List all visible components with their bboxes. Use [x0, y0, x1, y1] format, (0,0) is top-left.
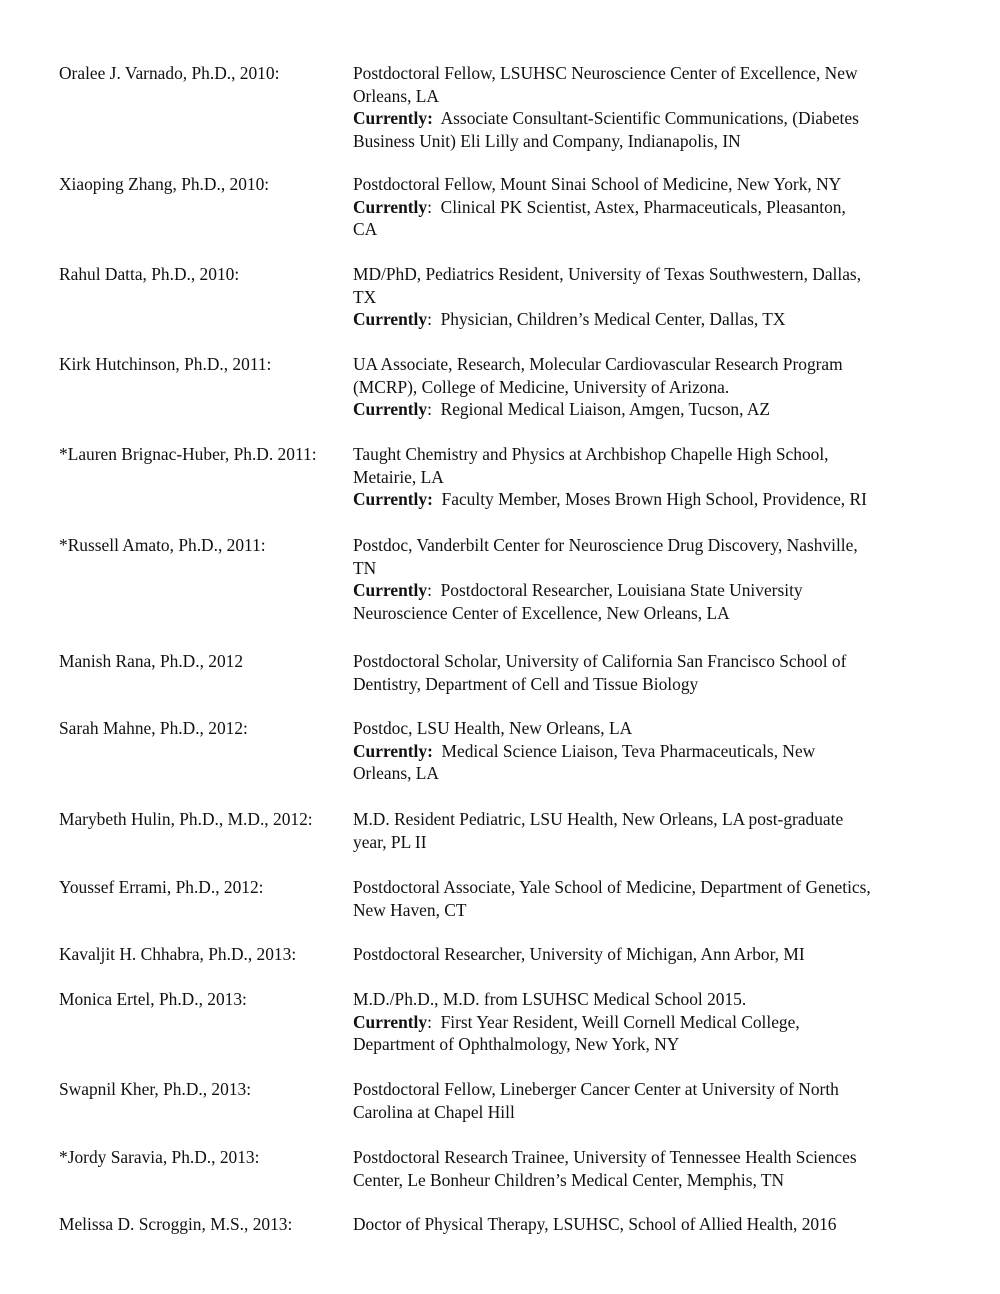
- alumni-position-details: [353, 263, 953, 331]
- alumni-position-details: [353, 534, 953, 624]
- current-position-text: : Regional Medical Liaison, Amgen, Tucson, AZ: [427, 399, 771, 420]
- current-position-line: [353, 218, 953, 241]
- alumni-name: Monica Ertel, Ph.D., 2013:: [59, 989, 247, 1009]
- position-line: Postdoctoral Fellow, LSUHSC Neuroscience Center of Excellence, New: [353, 63, 858, 83]
- alumni-name: Oralee J. Varnado, Ph.D., 2010:: [59, 63, 280, 83]
- current-position-text: : Clinical PK Scientist, Astex, Pharmaceuticals, Pleasanton,: [427, 196, 846, 217]
- position-line: Metairie, LA: [353, 466, 444, 487]
- position-line: (MCRP), College of Medicine, University of Arizona.: [353, 376, 730, 397]
- position-line: Doctor of Physical Therapy, LSUHSC, School of Allied Health, 2016: [353, 1214, 837, 1234]
- alumni-name: Kavaljit H. Chhabra, Ph.D., 2013:: [59, 944, 297, 964]
- alumni-name: Sarah Mahne, Ph.D., 2012:: [59, 718, 248, 738]
- position-line: M.D./Ph.D., M.D. from LSUHSC Medical School 2015.: [353, 989, 747, 1009]
- alumni-name: Melissa D. Scroggin, M.S., 2013:: [59, 1214, 293, 1234]
- alumni-position-details: [353, 443, 953, 511]
- current-position-line: [353, 762, 953, 785]
- current-position-text: Associate Consultant-Scientific Communications, (Diabetes: [432, 108, 859, 129]
- current-position-text: Orleans, LA: [353, 763, 439, 784]
- position-line: Postdoctoral Associate, Yale School of Medicine, Department of Genetics,: [353, 877, 871, 897]
- current-position-line: [353, 1011, 953, 1034]
- alumni-position-details: [353, 1146, 953, 1191]
- current-position-text: Department of Ophthalmology, New York, NY: [353, 1034, 680, 1055]
- alumni-position-details: [353, 173, 953, 241]
- position-line: TX: [353, 286, 377, 307]
- position-line: New Haven, CT: [353, 899, 467, 920]
- alumni-name: *Jordy Saravia, Ph.D., 2013:: [59, 1147, 260, 1167]
- position-line: M.D. Resident Pediatric, LSU Health, New Orleans, LA post-graduate: [353, 809, 844, 829]
- current-position-text: : First Year Resident, Weill Cornell Medical College,: [427, 1011, 800, 1032]
- position-line: TN: [353, 557, 377, 578]
- current-position-text: Faculty Member, Moses Brown High School, Providence, RI: [432, 489, 867, 510]
- currently-label: Currently: [353, 399, 428, 420]
- currently-label: Currently:: [353, 108, 433, 129]
- alumni-position-details: [353, 62, 953, 152]
- currently-label: Currently: [353, 309, 428, 330]
- current-position-text: CA: [353, 219, 378, 240]
- position-line: Dentistry, Department of Cell and Tissue Biology: [353, 673, 699, 694]
- alumni-position-details: [353, 353, 953, 421]
- alumni-name: Kirk Hutchinson, Ph.D., 2011:: [59, 354, 272, 374]
- position-line: Center, Le Bonheur Children’s Medical Center, Memphis, TN: [353, 1169, 785, 1190]
- alumni-position-details: [353, 1213, 953, 1236]
- currently-label: Currently:: [353, 740, 433, 761]
- current-position-line: [353, 579, 953, 602]
- current-position-line: [353, 740, 953, 763]
- current-position-line: [353, 107, 953, 130]
- alumni-position-details: [353, 988, 953, 1056]
- position-line: Carolina at Chapel Hill: [353, 1101, 515, 1122]
- alumni-name: Marybeth Hulin, Ph.D., M.D., 2012:: [59, 809, 313, 829]
- alumni-name: *Russell Amato, Ph.D., 2011:: [59, 535, 266, 555]
- current-position-line: [353, 398, 953, 421]
- alumni-position-details: [353, 650, 953, 695]
- alumni-name: Rahul Datta, Ph.D., 2010:: [59, 264, 240, 284]
- currently-label: Currently: [353, 196, 428, 217]
- position-line: Orleans, LA: [353, 85, 439, 106]
- position-line: Postdoc, LSU Health, New Orleans, LA: [353, 718, 633, 738]
- position-line: Postdoctoral Scholar, University of California San Francisco School of: [353, 651, 847, 671]
- alumni-name: Manish Rana, Ph.D., 2012: [59, 651, 244, 671]
- current-position-text: Neuroscience Center of Excellence, New Orleans, LA: [353, 602, 730, 623]
- current-position-line: [353, 196, 953, 219]
- currently-label: Currently: [353, 1011, 428, 1032]
- alumni-position-details: [353, 876, 953, 921]
- position-line: Postdoctoral Research Trainee, University of Tennessee Health Sciences: [353, 1147, 857, 1167]
- alumni-name: *Lauren Brignac-Huber, Ph.D. 2011:: [59, 444, 317, 464]
- position-line: Postdoctoral Fellow, Mount Sinai School of Medicine, New York, NY: [353, 174, 842, 194]
- alumni-name: Youssef Errami, Ph.D., 2012:: [59, 877, 264, 897]
- current-position-line: [353, 308, 953, 331]
- current-position-line: [353, 130, 953, 153]
- position-line: Postdoctoral Researcher, University of Michigan, Ann Arbor, MI: [353, 944, 805, 964]
- position-line: UA Associate, Research, Molecular Cardiovascular Research Program: [353, 354, 843, 374]
- current-position-text: Business Unit) Eli Lilly and Company, Indianapolis, IN: [353, 130, 741, 151]
- alumni-position-details: [353, 943, 953, 966]
- position-line: Postdoctoral Fellow, Lineberger Cancer Center at University of North: [353, 1079, 839, 1099]
- alumni-position-details: [353, 1078, 953, 1123]
- alumni-position-details: [353, 808, 953, 853]
- position-line: Taught Chemistry and Physics at Archbishop Chapelle High School,: [353, 444, 829, 464]
- position-line: Postdoc, Vanderbilt Center for Neuroscience Drug Discovery, Nashville,: [353, 535, 858, 555]
- current-position-line: [353, 1033, 953, 1056]
- current-position-text: : Physician, Children’s Medical Center, Dallas, TX: [427, 309, 786, 330]
- position-line: MD/PhD, Pediatrics Resident, University of Texas Southwestern, Dallas,: [353, 264, 862, 284]
- alumni-position-details: [353, 717, 953, 785]
- currently-label: Currently:: [353, 489, 433, 510]
- current-position-line: [353, 488, 953, 511]
- current-position-text: : Postdoctoral Researcher, Louisiana State University: [427, 580, 803, 601]
- position-line: year, PL II: [353, 831, 427, 852]
- current-position-line: [353, 602, 953, 625]
- alumni-name: Swapnil Kher, Ph.D., 2013:: [59, 1079, 252, 1099]
- current-position-text: Medical Science Liaison, Teva Pharmaceuticals, New: [432, 740, 816, 761]
- alumni-name: Xiaoping Zhang, Ph.D., 2010:: [59, 174, 270, 194]
- currently-label: Currently: [353, 580, 428, 601]
